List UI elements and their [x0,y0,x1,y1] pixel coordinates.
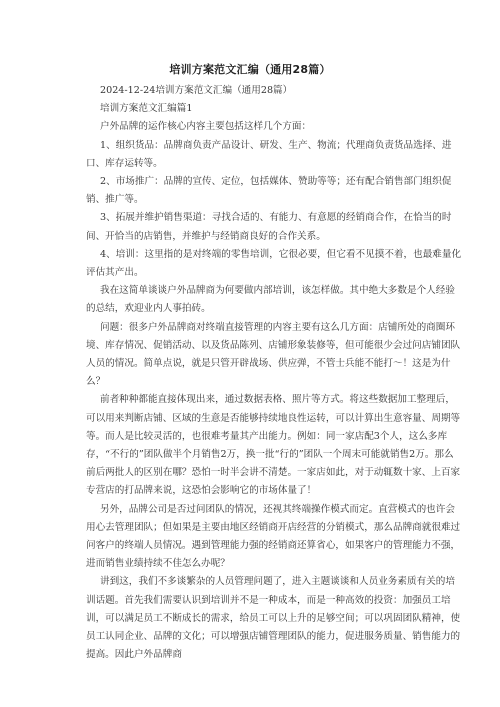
paragraph-text: 问题：很多户外品牌商对终端直接管理的内容主要有这么几方面：店铺所处的商圈环境、库存情况、促销活动、以及货品陈列、店铺形象装修等，但可能很少会过问店铺团队人员的情况。简单点说，就是只管开辟战场、供应弹，不管士兵能不能打～！这是为什么？ [86,321,461,388]
paragraph-text: 1、组织货品：品牌商负责产品设计、研发、生产、物流；代理商负责货品选择、进口、库存运转等。 [86,139,452,169]
paragraph-text: 另外，品牌公司是否过问团队的情况，还视其终端操作模式而定。直营模式的也许会用心去管理团队；但如果是主要由地区经销商开店经营的分销模式，那么品牌商就很难过问客户的终端人员情况。遇到管理能力强的经销商还算省心，如果客户的管理能力不强，进而销售业绩持续不佳怎么办呢？ [86,503,461,570]
paragraph [86,282,462,318]
paragraph [86,118,462,136]
paragraph [86,173,462,209]
paragraph-text: 2、市场推广：品牌的宣传、定位，包括媒体、赞助等等；还有配合销售部门组织促销、推广等。 [86,176,452,206]
paragraph-text: 我在这简单谈谈户外品牌商为何要做内部培训，该怎样做。其中绝大多数是个人经验的总结，欢迎业内人事拍砖。 [86,285,455,315]
document-title: 培训方案范文汇编（通用28篇） [169,63,331,76]
date-line: 2024-12-24培训方案范文汇编（通用28篇） [100,85,293,96]
paragraph-text: 户外品牌的运作核心内容主要包括这样几个方面： [100,121,312,133]
paragraph [86,319,462,392]
paragraph [86,391,462,500]
paragraph [86,573,462,664]
paragraph [86,209,462,245]
paragraph-text: 前者种种都能直接体现出来，通过数据表格、照片等方式。将这些数据加工整理后，可以用来判断店铺、区域的生意是否能够持续地良性运转，可以计算出生意容量、周期等等。而人是比较灵活的，也很难考量其产出能力。例如：同一家店配3个人，这么多库存，“不行的”团队做半个月销售2万，换一批“行的”团队一个周末可能就销售2万。那么前后两批人的区别在哪？恐怕一时半会讲不清楚。一家店如此，对于动辄数十家、上百家专营店的打品牌来说，这恐怕会影响它的市场体量了！ [86,394,461,497]
paragraph [86,501,462,574]
section-heading: 培训方案范文汇编篇1 [100,103,193,115]
document-body [86,82,462,665]
paragraph [86,137,462,173]
paragraph-text: 3、拓展并维护销售渠道：寻找合适的、有能力、有意愿的经销商合作，在恰当的时间、开恰当的店销售，并维护与经销商良好的合作关系。 [86,212,452,242]
paragraph-text: 4、培训：这里指的是对终端的零售培训，它很必要，但它看不见摸不着，也最难量化评估其产出。 [86,248,462,279]
paragraph-text: 讲到这，我们不多谈繁杂的人员管理问题了，进入主题谈谈和人员业务素质有关的培训话题。首先我们需要认识到培训并不是一种成本，而是一种高效的投资：加强员工培训，可以满足员工不断成长的需求，给员工可以上升的足够空间；可以巩固团队精神，使员工认同企业、品牌的文化；可以增强店铺管理团队的能力，促进服务质量、销售能力的提高。因此户外品牌商 [86,576,461,661]
paragraph [86,246,462,282]
